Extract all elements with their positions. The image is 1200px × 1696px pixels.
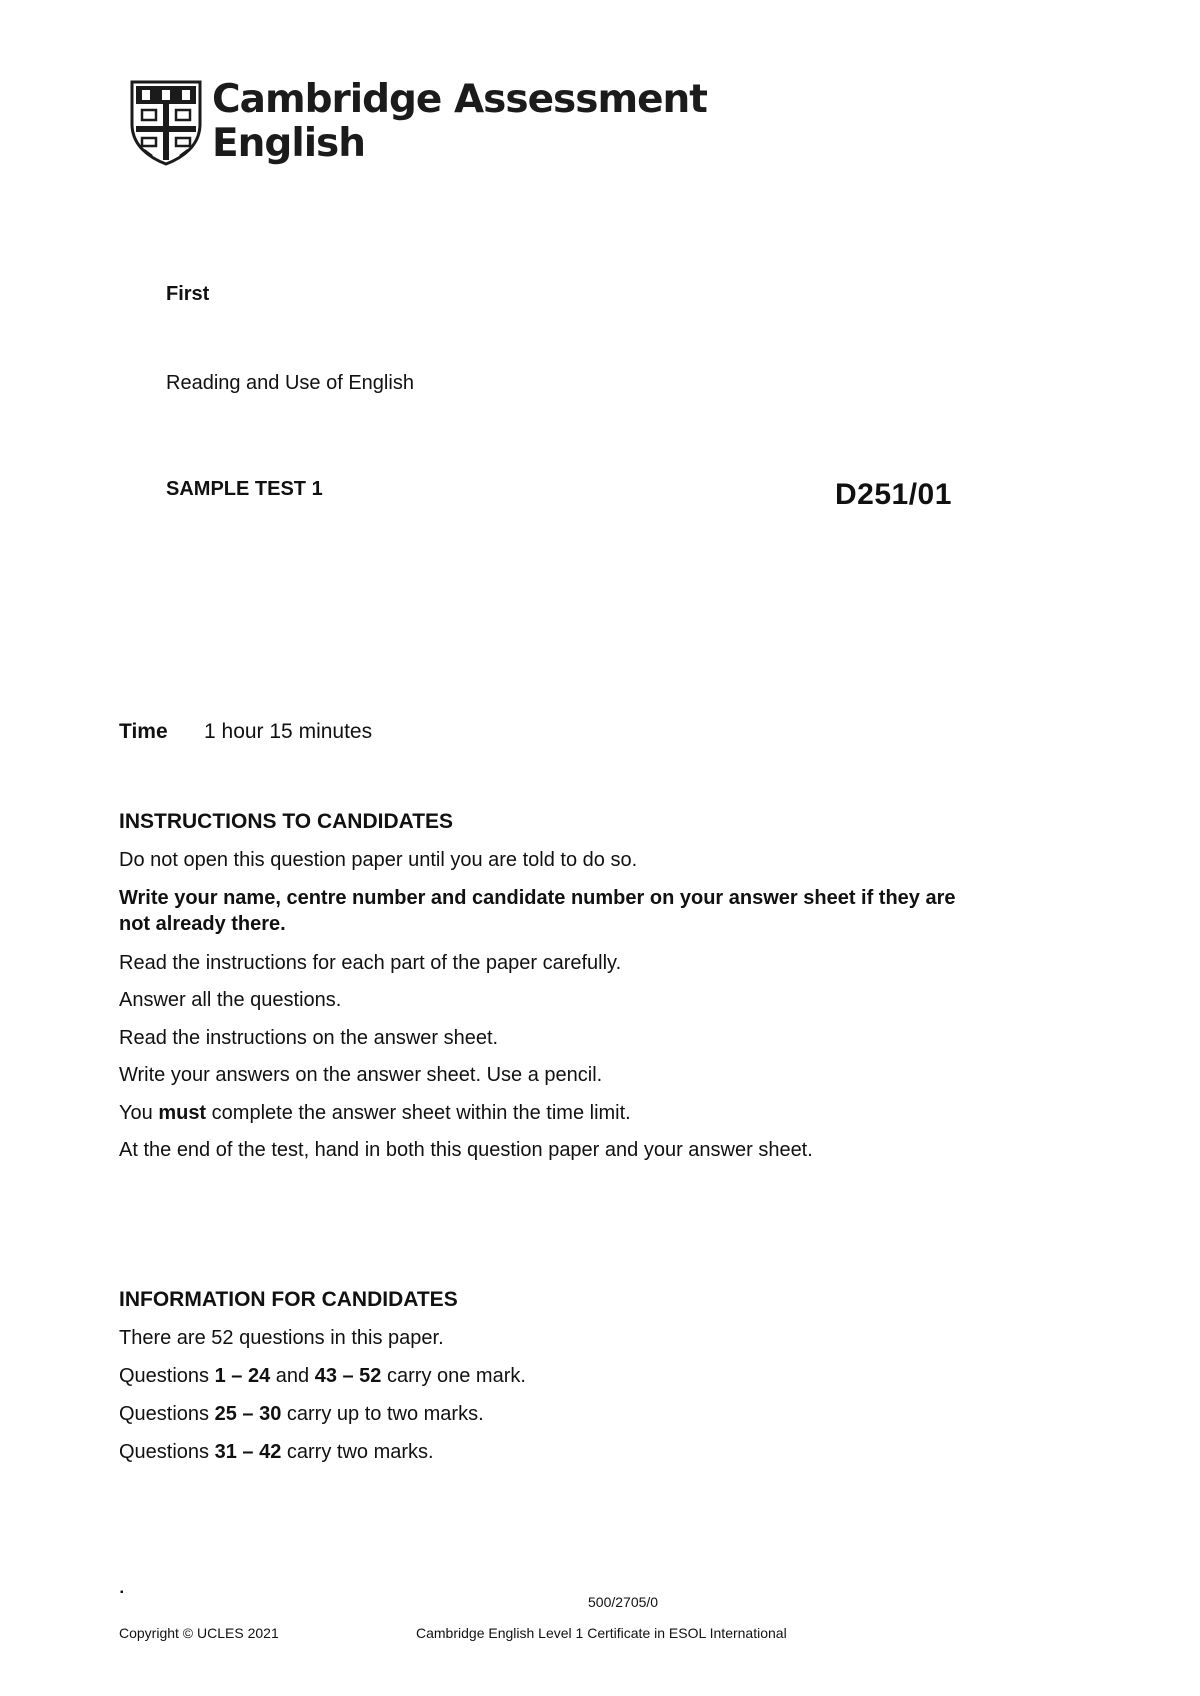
q3-suffix: carry two marks. — [281, 1441, 434, 1463]
information-heading: INFORMATION FOR CANDIDATES — [119, 1288, 458, 1311]
information-item — [119, 1403, 484, 1426]
footer-mark: ▪ — [120, 1587, 124, 1598]
time-label: Time — [119, 720, 168, 743]
must-emphasis: must — [158, 1102, 207, 1124]
paper-code: D251/01 — [835, 478, 952, 511]
instructions-heading: INSTRUCTIONS TO CANDIDATES — [119, 810, 454, 833]
logo-wordmark — [212, 78, 707, 166]
instruction-item: Answer all the questions. — [119, 989, 342, 1011]
time-value: 1 hour 15 minutes — [204, 720, 373, 743]
logo-line-2: English — [212, 121, 366, 166]
instruction-item: Do not open this question paper until you are told to do so. — [119, 849, 638, 871]
certificate-name: Cambridge English Level 1 Certificate in ESOL International — [416, 1625, 787, 1641]
copyright: Copyright © UCLES 2021 — [119, 1625, 279, 1641]
information-item: There are 52 questions in this paper. — [119, 1327, 444, 1349]
university-shield-icon — [130, 80, 202, 166]
q1-range-a: 1 – 24 — [214, 1365, 271, 1387]
information-item — [119, 1365, 526, 1388]
logo-line-1: Cambridge Assessment — [212, 77, 707, 122]
q2-range: 25 – 30 — [214, 1403, 282, 1425]
instruction-item-must — [119, 1102, 631, 1125]
q3-range: 31 – 42 — [214, 1441, 282, 1463]
q1-prefix: Questions — [119, 1365, 215, 1387]
qualification-number: 500/2705/0 — [588, 1594, 659, 1610]
instruction-item: Write your name, centre number and candidate number on your answer sheet if they are — [119, 887, 956, 909]
q1-range-b: 43 – 52 — [314, 1365, 382, 1387]
instruction-item: Write your answers on the answer sheet. Use a pencil. — [119, 1064, 603, 1086]
q3-prefix: Questions — [119, 1441, 215, 1463]
q2-prefix: Questions — [119, 1403, 215, 1425]
test-name: SAMPLE TEST 1 — [166, 478, 323, 500]
instruction-item: Read the instructions on the answer sheet. — [119, 1027, 499, 1049]
paper-title: Reading and Use of English — [166, 372, 414, 394]
exam-level: First — [166, 283, 210, 305]
must-after: complete the answer sheet within the time limit. — [206, 1102, 631, 1124]
q2-suffix: carry up to two marks. — [281, 1403, 484, 1425]
instruction-item: At the end of the test, hand in both this question paper and your answer sheet. — [119, 1139, 813, 1161]
information-item — [119, 1441, 434, 1464]
instruction-item: not already there. — [119, 913, 286, 935]
instruction-item: Read the instructions for each part of the paper carefully. — [119, 952, 622, 974]
cambridge-logo — [130, 77, 707, 170]
must-before: You — [119, 1102, 159, 1124]
q1-suffix: carry one mark. — [381, 1365, 526, 1387]
q1-mid: and — [270, 1365, 315, 1387]
